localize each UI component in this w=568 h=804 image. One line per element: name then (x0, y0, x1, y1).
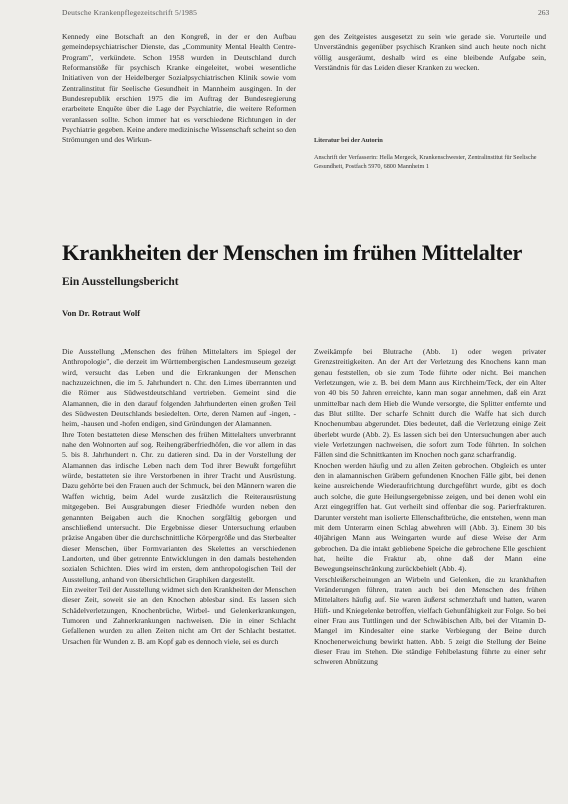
article-left-column (62, 347, 296, 647)
article-title: Krankheiten der Menschen im frühen Mittelalter (62, 240, 523, 265)
paragraph: Knochen werden häufig und zu allen Zeiten gebrochen. Obgleich es unter den in alamannischen Gräbern gefundenen Knochen Fälle gibt, bei denen keine ausreichende Wiederaufrichtung durchgeführt wurde, gibt es doch auch solche, die gute Heilungsergebnisse zeigen, und bei denen wohl ein Arzt eingegriffen hat. Gut verheilt sind offenbar die sog. Parierfrakturen. Darunter versteht man isolierte Ellenschaftbrüche, die entstehen, wenn man mit dem Unterarm einen Schlag abwehren will (Abb. 3). Einem 30 bis 40jährigen Mann aus Weingarten wurde auf diese Weise der Arm gebrochen. Da die intakt gebliebene Speiche die gebrochene Elle geschient hat, heilte die Fraktur ab, ohne daß der Mann eine Bewegungseinschränkung zurückbehielt (Abb. 4). (314, 460, 546, 574)
page-number: 263 (538, 8, 550, 17)
paragraph: gen des Zeitgeistes ausgesetzt zu sein wie gerade sie. Vorurteile und Unverständnis gegenüber psychisch Kranken sind auch heute noch nicht völlig ausgeräumt, deshalb wird es eine bleibende Aufgabe sein, Verständnis für das Leiden dieser Kranken zu wecken. (314, 32, 546, 73)
paragraph: Ein zweiter Teil der Ausstellung widmet sich den Krankheiten der Menschen dieser Zeit, soweit sie an den Knochen ablesbar sind. Es lassen sich Schädelverletzungen, Knochenbrüche, Wirbel- und Gelenkerkrankungen, Tumoren und Zahnerkrankungen nachweisen. Die in einer Schlacht Gefallenen wurden zu allen Zeiten nicht am Ort der Schlacht bestattet. Ursachen für Wunden z. B. am Kopf gab es dennoch viele, sei es durch (62, 584, 296, 646)
previous-article-right-column (314, 32, 546, 73)
article-author: Von Dr. Rotraut Wolf (62, 308, 141, 318)
paragraph: Ihre Toten bestatteten diese Menschen des frühen Mittelalters unverbrannt nahe den Wohnorten auf sog. Reihengräberfriedhöfen, die vor allem in das 5. bis 8. Jahrhundert n. Chr. zu datieren sind. Da in der Vorstellung der Alamannen das irdische Leben nach dem Tod ihrer Bewußt fortgeführt würde, bestatteten sie ihre Verstorbenen in ihrer Tracht und Ausrüstung. Dazu gehörte bei den Frauen auch der Schmuck, bei den Männern waren die Waffen wichtig, beim Adel wurde zusätzlich die Reiterausrüstung mitgegeben. Bei Ausgrabungen dieser Friedhöfe wurden neben den genannten Beigaben auch die Knochen sorgfältig geborgen und anschließend untersucht. Die Ergebnisse dieser Untersuchung erlauben präzise Angaben über die durchschnittliche Körpergröße und das Sterbealter dieser Menschen, über Formvarianten des Skelettes an verschiedenen Landorten, und über getrennte Entwicklungen in den damals bestehenden sozialen Schichten. Dies wird im ersten, dem anthropologischen Teil der Ausstellung, anhand von übersichtlichen Graphiken dargestellt. (62, 429, 296, 584)
article-right-column (314, 347, 546, 668)
paragraph: Die Ausstellung „Menschen des frühen Mittelalters im Spiegel der Anthropologie", die derzeit im Württembergischen Landesmuseum gezeigt wird, versucht das Leben und die Erkrankungen der Menschen nachzuzeichnen, die im 5. Jahrhundert n. Chr. den Limes überrannten und die Römer aus Südwestdeutschland vertrieben. Gemeint sind die Alamannen, die in den darauf folgenden Jahrhunderten einen großen Teil des Südwesten Deutschlands besiedelten. Orte, deren Namen auf -ingen, -heim, -hausen und -hofen endigen, sind Gründungen der Alamannen. (62, 347, 296, 429)
article-subtitle: Ein Ausstellungsbericht (62, 276, 179, 288)
author-address: Anschrift der Verfasserin: Hella Mergeck, Krankenschwester, Zentralinstitut für Seelische Gesundheit, Postfach 5970, 6800 Mannheim 1 (314, 154, 537, 170)
literature-note: Literatur bei der Autorin (314, 137, 383, 144)
running-header: Deutsche Krankenpflegezeitschrift 5/1985 (62, 8, 198, 17)
paragraph: Zweikämpfe bei Blutrache (Abb. 1) oder wegen privater Grenzstreitigkeiten. An der Art der Verletzung des Knochens kann man genau feststellen, ob sie zum Tode führte oder nicht. Bei manchen Verletzungen, wie z. B. bei dem Mann aus Kirchheim/Teck, der ein Alter von 40 bis 50 Jahren erreichte, kann man sogar annehmen, daß ein Arzt unmittelbar nach dem Hieb die Wunde versorgte, die Splitter entfernte und das Blut stillte. Der scharfe Schnitt durch die Waffe hat sich durch Knochenumbau abgerundet. Dies bedeutet, daß die Verletzung einige Zeit überlebt wurde (Abb. 2). Es lassen sich bei den Untersuchungen aber auch viele Verletzungen nachweisen, die sofort zum Tode führten. In solchen Fällen sind die Schnittkanten im Knochen noch ganz scharfrandig. (314, 347, 546, 460)
paragraph: Kennedy eine Botschaft an den Kongreß, in der er den Aufbau gemeindepsychiatrischer Dienste, das „Community Mental Health Centre-Program", verkündete. Schon 1958 wurden in Deutschland durch Reformanstöße für psychisch Kranke eingeleitet, wobei wesentliche Initiativen von der Heidelberger Sozialpsychiatrischen Klinik sowie vom Zentralinstitut für Seelische Gesundheit in Mannheim ausgingen. In der Bundesrepublik erschien 1975 die im Auftrag der Bundesregierung erarbeitete Enquête über die Lage der Psychiatrie, die weitere Reformen veranlassen sollte. Schon immer hat es verschiedene Richtungen in der Psychiatrie gegeben. Keine andere medizinische Wissenschaft scheint so den Strömungen und des Wirkun- (62, 32, 296, 145)
previous-article-left-column (62, 32, 296, 146)
paragraph: Verschleißerscheinungen an Wirbeln und Gelenken, die zu krankhaften Veränderungen führen, traten auch bei den Menschen des frühen Mittelalters häufig auf. Sie waren äußerst schmerzhaft und hatten, waren Hüft- und Kniegelenke betroffen, vielfach Gehunfähigkeit zur Folge. So bei einer Frau aus Tuttlingen und der Schwäbischen Alb, bei der Vitamin D-Mangel im Kindesalter eine starke Verbiegung der Beine durch Knochenerweichung bewirkt hatten. Abb. 5 zeigt die Stellung der Beine dieser Frau im Stehen. Die ständige Fehlbelastung führte zu einer sehr schweren Abnützung (314, 574, 546, 667)
